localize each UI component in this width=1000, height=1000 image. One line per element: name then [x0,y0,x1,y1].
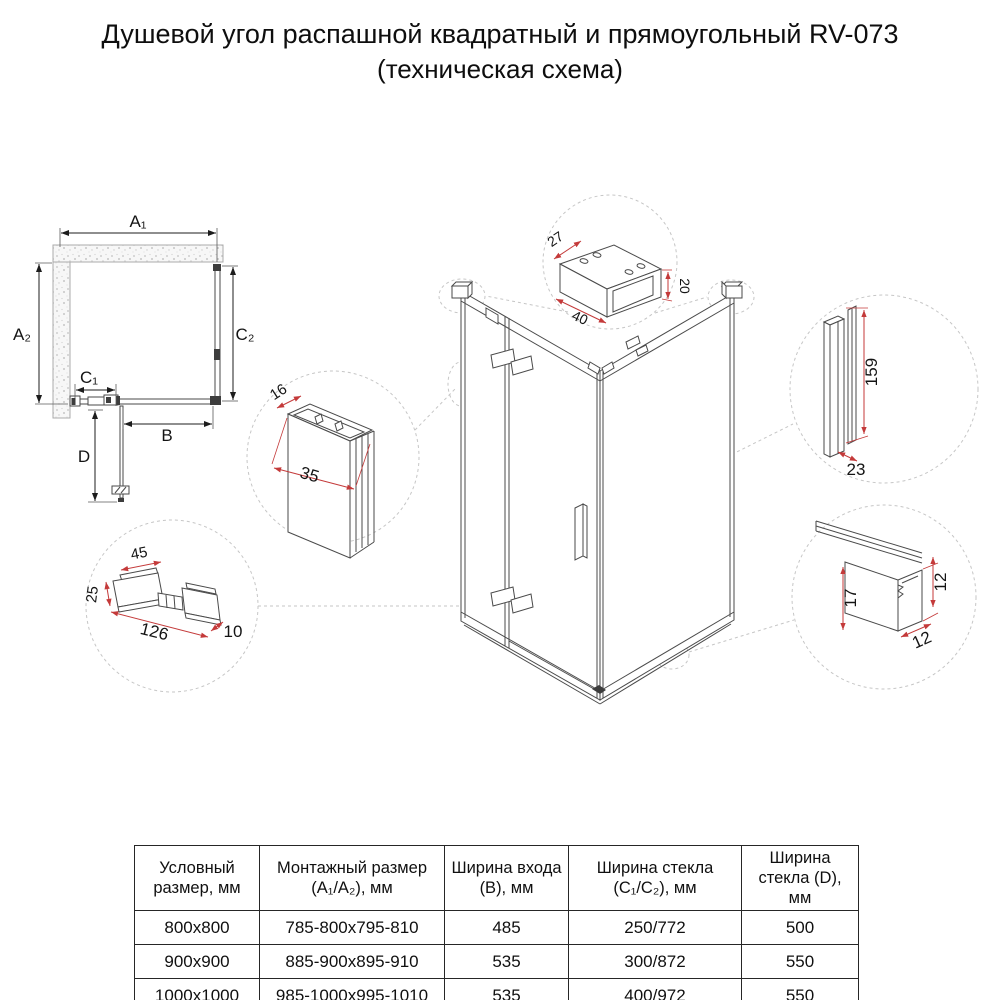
header-glass-width-d: Ширина стекла (D), мм [742,846,859,911]
isometric-view [452,282,742,704]
bottom-profile-dim-inner: 17 [841,588,860,608]
plan-door-handle [112,486,129,494]
header-nominal-size: Условный размер, мм [135,846,260,911]
callout-wall-profile [267,381,374,558]
cell-glass-d: 500 [742,911,859,945]
bracket-dim-length: 40 [569,306,591,329]
cell-nominal: 1000x1000 [135,979,260,1000]
cell-glass-c: 250/772 [569,911,742,945]
hinge-dim-length: 126 [138,619,171,645]
cell-glass-d: 550 [742,979,859,1000]
page-title-line1: Душевой угол распашной квадратный и прямоугольный RV-073 [101,19,899,49]
plan-dim-a2: A₂ [13,325,31,344]
page-title-line2: (техническая схема) [377,54,623,85]
iso-right-panel [600,293,734,700]
hinge-dim-top: 45 [129,543,149,564]
cell-mounting: 985-1000x995-1010 [260,979,445,1000]
iso-door-handle [575,504,587,560]
plan-dim-b: B [161,426,173,445]
plan-wall-top [53,245,223,262]
plan-dim-a1: A₁ [129,212,147,231]
plan-dim-c2: C₂ [235,325,255,344]
callout-handle [824,306,881,479]
header-entry-width: Ширина входа (B), мм [445,846,569,911]
handle-dim-depth: 23 [846,460,866,479]
plan-glass-right [215,265,220,402]
table-row [135,979,859,1000]
cell-glass-c: 300/872 [569,945,742,979]
callout-bottom-profile [816,521,950,653]
cell-mounting: 785-800x795-810 [260,911,445,945]
header-glass-width-c: Ширина стекла (C₁/C₂), мм [569,846,742,911]
handle-dim-height: 159 [862,357,881,387]
callout-circle-handle [790,295,978,483]
cell-entry: 485 [445,911,569,945]
cell-nominal: 800x800 [135,911,260,945]
header-mounting-size: Монтажный размер (A₁/A₂), мм [260,846,445,911]
size-table [134,845,859,1000]
size-table-header-row [135,846,859,911]
bottom-profile-dim-depth: 12 [909,627,935,653]
cell-entry: 535 [445,945,569,979]
plan-wall-left [53,262,70,418]
cell-nominal: 900x900 [135,945,260,979]
iso-left-panel [461,291,600,700]
hinge-dim-side: 25 [83,585,102,604]
wall-profile-dim-width: 35 [297,462,322,487]
plan-view [13,212,254,502]
bracket-dim-height: 20 [677,278,693,294]
iso-wall-cap-right [722,282,742,298]
cell-mounting: 885-900x895-910 [260,945,445,979]
bracket-dim-depth: 27 [544,227,567,250]
plan-dim-c1: C₁ [79,368,99,387]
table-row [135,945,859,979]
bottom-profile-dim-height: 12 [931,572,950,592]
cell-glass-d: 550 [742,945,859,979]
wall-profile-dim-adjust: 16 [266,380,291,404]
plan-door-open [120,406,123,498]
table-row [135,911,859,945]
callout-hinge [83,544,242,645]
iso-wall-cap-left [452,282,472,298]
hinge-dim-thickness: 10 [223,622,243,641]
plan-dim-d: D [77,447,91,466]
cell-glass-c: 400/972 [569,979,742,1000]
cell-entry: 535 [445,979,569,1000]
